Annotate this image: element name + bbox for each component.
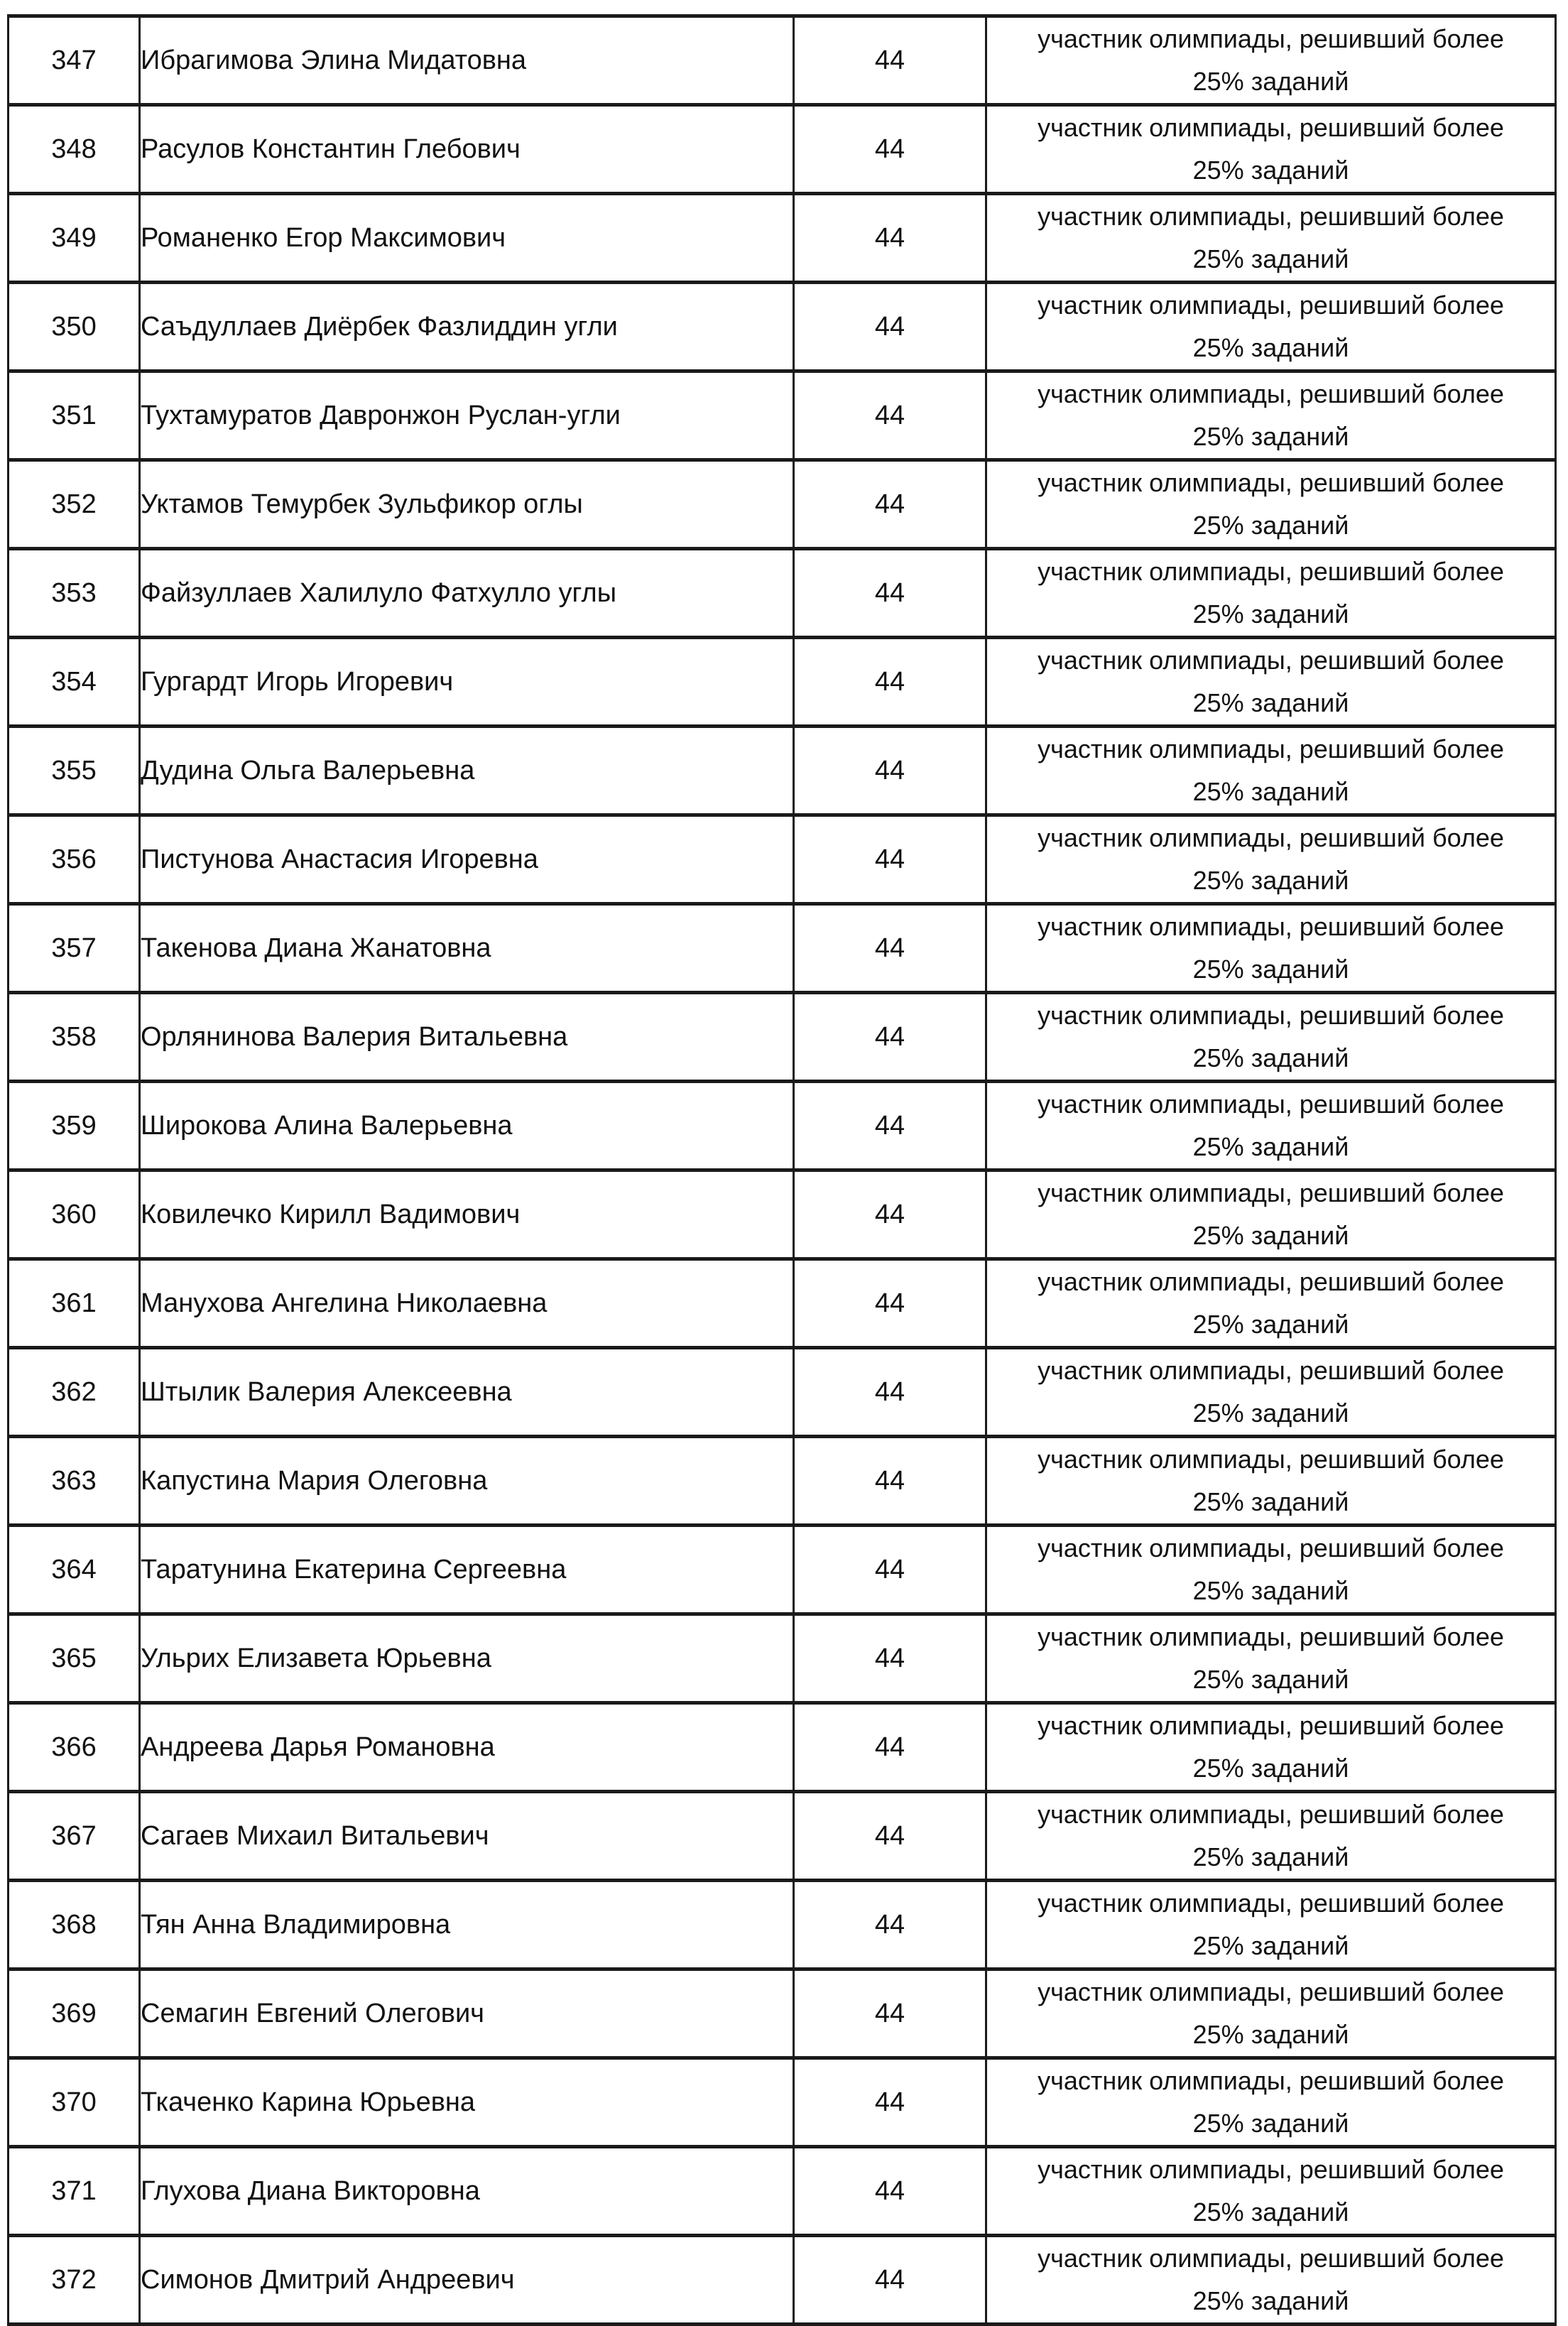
status-line-2: 25% заданий: [1192, 1043, 1349, 1072]
row-number: 353: [9, 549, 140, 638]
participant-score: 44: [794, 194, 986, 283]
participant-status: [986, 1703, 1556, 1792]
participant-name: Гургардт Игорь Игоревич: [140, 638, 794, 727]
participant-name: Тухтамуратов Давронжон Руслан-угли: [140, 371, 794, 460]
participant-score: 44: [794, 1792, 986, 1881]
row-number: 360: [9, 1170, 140, 1259]
participant-status: [986, 1881, 1556, 1969]
table-row: [9, 1614, 1556, 1703]
row-number: 371: [9, 2147, 140, 2236]
status-line-1: участник олимпиады, решивший более: [1038, 1888, 1504, 1918]
row-number: 364: [9, 1526, 140, 1614]
table-row: [9, 1703, 1556, 1792]
status-line-1: участник олимпиады, решивший более: [1038, 1356, 1504, 1385]
participant-score: 44: [794, 1881, 986, 1969]
participant-status: [986, 638, 1556, 727]
status-line-2: 25% заданий: [1192, 955, 1349, 984]
row-number: 361: [9, 1259, 140, 1348]
status-line-1: участник олимпиады, решивший более: [1038, 1711, 1504, 1740]
status-line-2: 25% заданий: [1192, 1842, 1349, 1871]
status-line-2: 25% заданий: [1192, 866, 1349, 895]
participant-score: 44: [794, 1437, 986, 1526]
participant-name: Манухова Ангелина Николаевна: [140, 1259, 794, 1348]
table-row: [9, 105, 1556, 194]
row-number: 354: [9, 638, 140, 727]
table-row: [9, 16, 1556, 105]
row-number: 357: [9, 904, 140, 993]
participant-name: Андреева Дарья Романовна: [140, 1703, 794, 1792]
row-number: 370: [9, 2058, 140, 2147]
participant-name: Широкова Алина Валерьевна: [140, 1082, 794, 1170]
status-line-2: 25% заданий: [1192, 1221, 1349, 1250]
status-line-2: 25% заданий: [1192, 2109, 1349, 2138]
participant-score: 44: [794, 1082, 986, 1170]
participants-table-body: [9, 16, 1556, 2325]
status-line-2: 25% заданий: [1192, 333, 1349, 362]
participant-status: [986, 16, 1556, 105]
participant-status: [986, 1792, 1556, 1881]
participant-name: Такенова Диана Жанатовна: [140, 904, 794, 993]
participant-name: Уктамов Темурбек Зульфикор оглы: [140, 460, 794, 549]
participant-name: Ибрагимова Элина Мидатовна: [140, 16, 794, 105]
participant-name: Романенко Егор Максимович: [140, 194, 794, 283]
participant-score: 44: [794, 904, 986, 993]
participant-status: [986, 371, 1556, 460]
status-line-2: 25% заданий: [1192, 1576, 1349, 1605]
participant-status: [986, 1348, 1556, 1437]
row-number: 368: [9, 1881, 140, 1969]
table-row: [9, 194, 1556, 283]
participant-name: Капустина Мария Олеговна: [140, 1437, 794, 1526]
status-line-1: участник олимпиады, решивший более: [1038, 1800, 1504, 1829]
row-number: 356: [9, 815, 140, 904]
status-line-1: участник олимпиады, решивший более: [1038, 1001, 1504, 1030]
table-row: [9, 1348, 1556, 1437]
status-line-1: участник олимпиады, решивший более: [1038, 912, 1504, 941]
row-number: 359: [9, 1082, 140, 1170]
participant-score: 44: [794, 2147, 986, 2236]
participant-status: [986, 549, 1556, 638]
status-line-2: 25% заданий: [1192, 1754, 1349, 1783]
participant-name: Глухова Диана Викторовна: [140, 2147, 794, 2236]
participant-status: [986, 815, 1556, 904]
row-number: 349: [9, 194, 140, 283]
status-line-1: участник олимпиады, решивший более: [1038, 1445, 1504, 1474]
table-row: [9, 1259, 1556, 1348]
row-number: 358: [9, 993, 140, 1082]
status-line-2: 25% заданий: [1192, 1310, 1349, 1339]
participant-status: [986, 1969, 1556, 2058]
participant-name: Симонов Дмитрий Андреевич: [140, 2236, 794, 2325]
status-line-1: участник олимпиады, решивший более: [1038, 202, 1504, 231]
table-row: [9, 1526, 1556, 1614]
row-number: 347: [9, 16, 140, 105]
status-line-1: участник олимпиады, решивший более: [1038, 290, 1504, 320]
table-row: [9, 1792, 1556, 1881]
row-number: 369: [9, 1969, 140, 2058]
participant-score: 44: [794, 2236, 986, 2325]
participant-status: [986, 1526, 1556, 1614]
table-row: [9, 549, 1556, 638]
status-line-2: 25% заданий: [1192, 2197, 1349, 2227]
table-row: [9, 727, 1556, 815]
participants-table: [7, 14, 1557, 2326]
status-line-2: 25% заданий: [1192, 599, 1349, 629]
participant-name: Саъдуллаев Диёрбек Фазлиддин угли: [140, 283, 794, 371]
status-line-1: участник олимпиады, решивший более: [1038, 823, 1504, 852]
table-row: [9, 2236, 1556, 2325]
row-number: 355: [9, 727, 140, 815]
participant-status: [986, 2147, 1556, 2236]
participant-status: [986, 1614, 1556, 1703]
participant-score: 44: [794, 638, 986, 727]
row-number: 348: [9, 105, 140, 194]
status-line-2: 25% заданий: [1192, 777, 1349, 806]
participant-status: [986, 727, 1556, 815]
table-row: [9, 460, 1556, 549]
table-row: [9, 638, 1556, 727]
participant-name: Пистунова Анастасия Игоревна: [140, 815, 794, 904]
participant-name: Ульрих Елизавета Юрьевна: [140, 1614, 794, 1703]
row-number: 366: [9, 1703, 140, 1792]
participant-name: Сагаев Михаил Витальевич: [140, 1792, 794, 1881]
status-line-1: участник олимпиады, решивший более: [1038, 1533, 1504, 1563]
participant-name: Таратунина Екатерина Сергеевна: [140, 1526, 794, 1614]
participant-status: [986, 904, 1556, 993]
participant-score: 44: [794, 371, 986, 460]
status-line-1: участник олимпиады, решивший более: [1038, 2244, 1504, 2273]
participant-name: Ковилечко Кирилл Вадимович: [140, 1170, 794, 1259]
row-number: 363: [9, 1437, 140, 1526]
status-line-1: участник олимпиады, решивший более: [1038, 646, 1504, 675]
status-line-2: 25% заданий: [1192, 2020, 1349, 2049]
row-number: 362: [9, 1348, 140, 1437]
participant-status: [986, 1170, 1556, 1259]
participant-score: 44: [794, 1259, 986, 1348]
table-row: [9, 1969, 1556, 2058]
table-row: [9, 1170, 1556, 1259]
status-line-2: 25% заданий: [1192, 422, 1349, 451]
row-number: 350: [9, 283, 140, 371]
table-row: [9, 2058, 1556, 2147]
table-row: [9, 283, 1556, 371]
participant-name: Штылик Валерия Алексеевна: [140, 1348, 794, 1437]
participant-status: [986, 2236, 1556, 2325]
participant-score: 44: [794, 1526, 986, 1614]
participant-name: Расулов Константин Глебович: [140, 105, 794, 194]
participant-status: [986, 460, 1556, 549]
participant-score: 44: [794, 1969, 986, 2058]
participant-name: Файзуллаев Халилуло Фатхулло углы: [140, 549, 794, 638]
status-line-2: 25% заданий: [1192, 1665, 1349, 1694]
participant-score: 44: [794, 283, 986, 371]
participant-name: Дудина Ольга Валерьевна: [140, 727, 794, 815]
status-line-1: участник олимпиады, решивший более: [1038, 113, 1504, 142]
status-line-2: 25% заданий: [1192, 2286, 1349, 2315]
participant-score: 44: [794, 1703, 986, 1792]
table-row: [9, 1437, 1556, 1526]
status-line-2: 25% заданий: [1192, 244, 1349, 273]
participant-status: [986, 993, 1556, 1082]
status-line-1: участник олимпиады, решивший более: [1038, 734, 1504, 763]
participant-score: 44: [794, 1348, 986, 1437]
table-row: [9, 1082, 1556, 1170]
table-row: [9, 904, 1556, 993]
participant-score: 44: [794, 727, 986, 815]
status-line-2: 25% заданий: [1192, 688, 1349, 717]
status-line-1: участник олимпиады, решивший более: [1038, 2066, 1504, 2095]
table-row: [9, 371, 1556, 460]
participant-score: 44: [794, 2058, 986, 2147]
row-number: 352: [9, 460, 140, 549]
status-line-1: участник олимпиады, решивший более: [1038, 379, 1504, 408]
participant-status: [986, 2058, 1556, 2147]
status-line-1: участник олимпиады, решивший более: [1038, 1178, 1504, 1207]
status-line-1: участник олимпиады, решивший более: [1038, 557, 1504, 586]
participant-status: [986, 1259, 1556, 1348]
row-number: 372: [9, 2236, 140, 2325]
status-line-1: участник олимпиады, решивший более: [1038, 1089, 1504, 1119]
row-number: 351: [9, 371, 140, 460]
participant-status: [986, 283, 1556, 371]
table-row: [9, 2147, 1556, 2236]
participant-score: 44: [794, 549, 986, 638]
status-line-1: участник олимпиады, решивший более: [1038, 1977, 1504, 2006]
table-row: [9, 815, 1556, 904]
participant-status: [986, 105, 1556, 194]
table-row: [9, 993, 1556, 1082]
participant-score: 44: [794, 815, 986, 904]
status-line-2: 25% заданий: [1192, 1487, 1349, 1516]
table-row: [9, 1881, 1556, 1969]
participant-name: Ткаченко Карина Юрьевна: [140, 2058, 794, 2147]
status-line-1: участник олимпиады, решивший более: [1038, 468, 1504, 497]
row-number: 367: [9, 1792, 140, 1881]
participant-score: 44: [794, 460, 986, 549]
status-line-2: 25% заданий: [1192, 67, 1349, 96]
participant-name: Семагин Евгений Олегович: [140, 1969, 794, 2058]
participant-score: 44: [794, 1170, 986, 1259]
participant-status: [986, 194, 1556, 283]
status-line-1: участник олимпиады, решивший более: [1038, 2155, 1504, 2184]
status-line-1: участник олимпиады, решивший более: [1038, 1267, 1504, 1296]
status-line-1: участник олимпиады, решивший более: [1038, 24, 1504, 53]
participant-score: 44: [794, 1614, 986, 1703]
participant-name: Орлянинова Валерия Витальевна: [140, 993, 794, 1082]
participant-score: 44: [794, 105, 986, 194]
status-line-2: 25% заданий: [1192, 1931, 1349, 1960]
status-line-2: 25% заданий: [1192, 1398, 1349, 1428]
participant-status: [986, 1082, 1556, 1170]
participant-status: [986, 1437, 1556, 1526]
status-line-2: 25% заданий: [1192, 511, 1349, 540]
participant-score: 44: [794, 993, 986, 1082]
participant-name: Тян Анна Владимировна: [140, 1881, 794, 1969]
status-line-2: 25% заданий: [1192, 1132, 1349, 1161]
status-line-2: 25% заданий: [1192, 156, 1349, 185]
status-line-1: участник олимпиады, решивший более: [1038, 1622, 1504, 1651]
row-number: 365: [9, 1614, 140, 1703]
participant-score: 44: [794, 16, 986, 105]
